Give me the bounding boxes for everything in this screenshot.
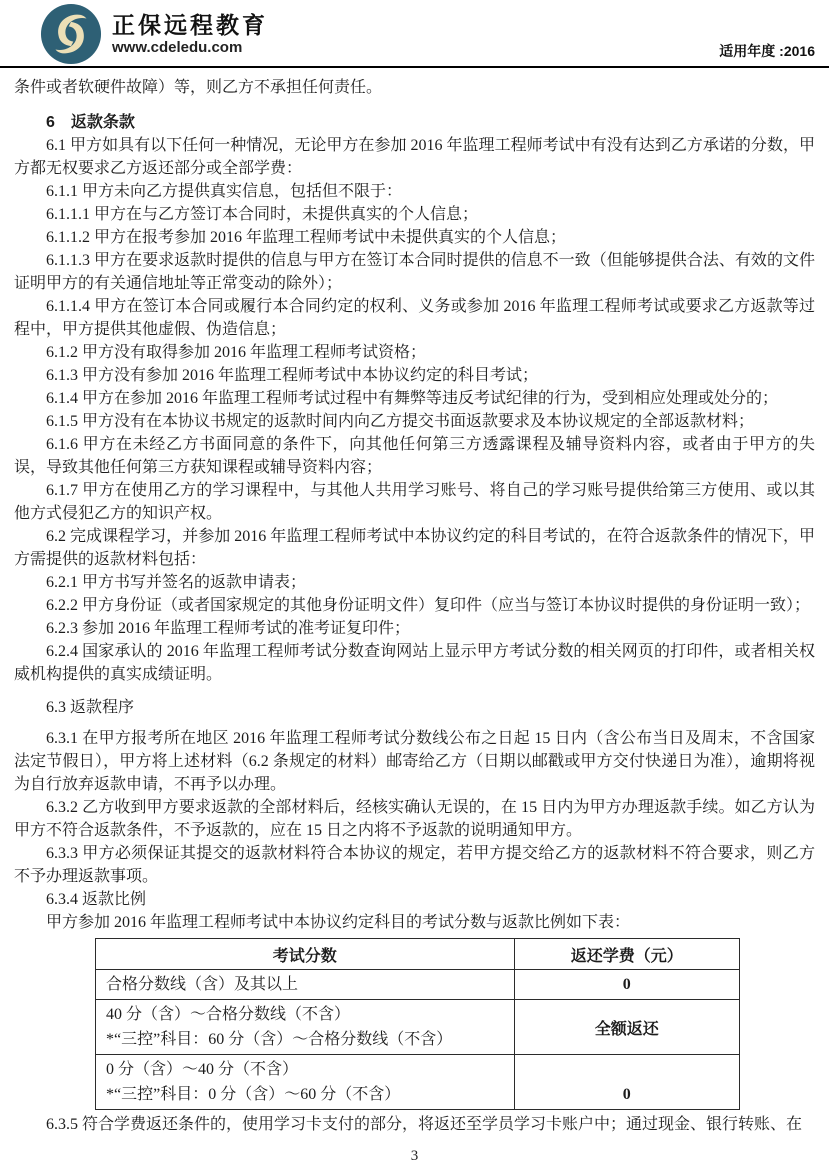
table-header-row (96, 939, 740, 970)
clause-6-1-1-2: 6.1.1.2 甲方在报考参加 2016 年监理工程师考试中未提供真实的个人信息； (46, 229, 567, 246)
score-range-line-1: 0 分（含）～40 分（不含） (106, 1061, 299, 1078)
brand-block (40, 3, 268, 65)
brand-text (112, 12, 268, 57)
applicable-year-label: 适用年度 :2016 (719, 43, 815, 59)
table-row-40-to-pass (96, 1000, 740, 1055)
contract-body (0, 68, 829, 1136)
continuation-line: 条件或者软硬件故障）等，则乙方不承担任何责任。 (14, 79, 383, 96)
score-range-line-2: *“三控”科目：60 分（含）～合格分数线（不含） (106, 1031, 453, 1048)
page-header (0, 0, 829, 68)
table-row-pass-line (96, 970, 740, 1000)
clause-6-3-3: 6.3.3 甲方必须保证其提交的返款材料符合本协议的规定，若甲方提交给乙方的返款材料不符合要求，则乙方不予办理返款事项。 (14, 845, 815, 885)
column-header-exam-score: 考试分数 (96, 939, 515, 970)
clause-6-1-1-1: 6.1.1.1 甲方在与乙方签订本合同时，未提供真实的个人信息； (46, 206, 479, 223)
clause-6-1-1: 6.1.1 甲方未向乙方提供真实信息，包括但不限于： (46, 183, 403, 200)
section-6-3-4-heading: 6.3.4 返款比例 (46, 891, 147, 908)
section-6-3-heading: 6.3 返款程序 (46, 699, 135, 716)
score-range-cell: 合格分数线（含）及其以上 (96, 970, 515, 1000)
score-range-cell (96, 1055, 515, 1110)
clause-6-2-1: 6.2.1 甲方书写并签名的返款申请表； (46, 574, 307, 591)
brand-url: www.cdeledu.com (112, 38, 243, 56)
clause-6-2-4: 6.2.4 国家承认的 2016 年监理工程师考试分数查询网站上显示甲方考试分数的相关网页的打印件，或者相关权威机构提供的真实成绩证明。 (14, 643, 815, 683)
clause-6-1-6: 6.1.6 甲方在未经乙方书面同意的条件下，向其他任何第三方透露课程及辅导资料内容，或者由于甲方的失误，导致其他任何第三方获知课程或辅导资料内容； (14, 436, 815, 476)
score-range-line-2: *“三控”科目：0 分（含）～60 分（不含） (106, 1086, 401, 1103)
clause-6-2-3: 6.2.3 参加 2016 年监理工程师考试的准考证复印件； (46, 620, 411, 637)
clause-6-3-2: 6.3.2 乙方收到甲方要求返款的全部材料后，经核实确认无误的，在 15 日内为甲方办理返款手续。如乙方认为甲方不符合返款条件，不予返款的，应在 15 日之内将不予返款的说明通知甲方。 (14, 799, 815, 839)
refund-ratio-table (95, 938, 740, 1110)
refund-table-intro: 甲方参加 2016 年监理工程师考试中本协议约定科目的考试分数与返款比例如下表： (46, 914, 631, 931)
column-header-refund: 返还学费（元） (514, 939, 739, 970)
score-range-cell (96, 1000, 515, 1055)
refund-amount-cell: 全额返还 (514, 1000, 739, 1055)
clause-6-1-2: 6.1.2 甲方没有取得参加 2016 年监理工程师考试资格； (46, 344, 427, 361)
clause-6-2-2: 6.2.2 甲方身份证（或者国家规定的其他身份证明文件）复印件（应当与签订本协议时提供的身份证明一致）； (46, 597, 811, 614)
clause-6-1-1-3: 6.1.1.3 甲方在要求返款时提供的信息与甲方在签订本合同时提供的信息不一致（但能够提供合法、有效的文件证明甲方的有关通信地址等正常变动的除外）； (14, 252, 815, 292)
clause-6-3-5: 6.3.5 符合学费返还条件的，使用学习卡支付的部分，将返还至学员学习卡账户中；通过现金、银行转账、在 (46, 1116, 803, 1133)
score-range-line-1: 40 分（含）～合格分数线（不含） (106, 1006, 351, 1023)
refund-amount-cell: 0 (514, 1055, 739, 1110)
table-row-0-to-40 (96, 1055, 740, 1110)
clause-6-2: 6.2 完成课程学习，并参加 2016 年监理工程师考试中本协议约定的科目考试的，在符合返款条件的情况下，甲方需提供的返款材料包括： (14, 528, 815, 568)
refund-amount-cell: 0 (514, 970, 739, 1000)
section-6-heading: 6 返款条款 (46, 114, 135, 131)
clause-6-1-3: 6.1.3 甲方没有参加 2016 年监理工程师考试中本协议约定的科目考试； (46, 367, 539, 384)
brand-logo-icon (40, 3, 102, 65)
clause-6-1-1-4: 6.1.1.4 甲方在签订本合同或履行本合同约定的权利、义务或参加 2016 年监理工程师考试或要求乙方返款等过程中，甲方提供其他虚假、伪造信息； (14, 298, 815, 338)
clause-6-1-5: 6.1.5 甲方没有在本协议书规定的返款时间内向乙方提交书面返款要求及本协议规定的全部返款材料； (46, 413, 755, 430)
clause-6-1-4: 6.1.4 甲方在参加 2016 年监理工程师考试过程中有舞弊等违反考试纪律的行为，受到相应处理或处分的； (46, 390, 779, 407)
clause-6-3-1: 6.3.1 在甲方报考所在地区 2016 年监理工程师考试分数线公布之日起 15 日内（含公布当日及周末，不含国家法定节假日），甲方将上述材料（6.2 条规定的材料）邮寄给乙方（日期以邮戳或甲方交付快递日为准），逾期将视为自行放弃返款申请，不再予以办理。 (14, 730, 815, 793)
page-number: 3 (410, 1148, 419, 1164)
brand-name: 正保远程教育 (112, 11, 268, 38)
clause-6-1: 6.1 甲方如具有以下任何一种情况，无论甲方在参加 2016 年监理工程师考试中有没有达到乙方承诺的分数，甲方都无权要求乙方返还部分或全部学费： (14, 137, 815, 177)
clause-6-1-7: 6.1.7 甲方在使用乙方的学习课程中，与其他人共用学习账号、将自己的学习账号提供给第三方使用、或以其他方式侵犯乙方的知识产权。 (14, 482, 815, 522)
